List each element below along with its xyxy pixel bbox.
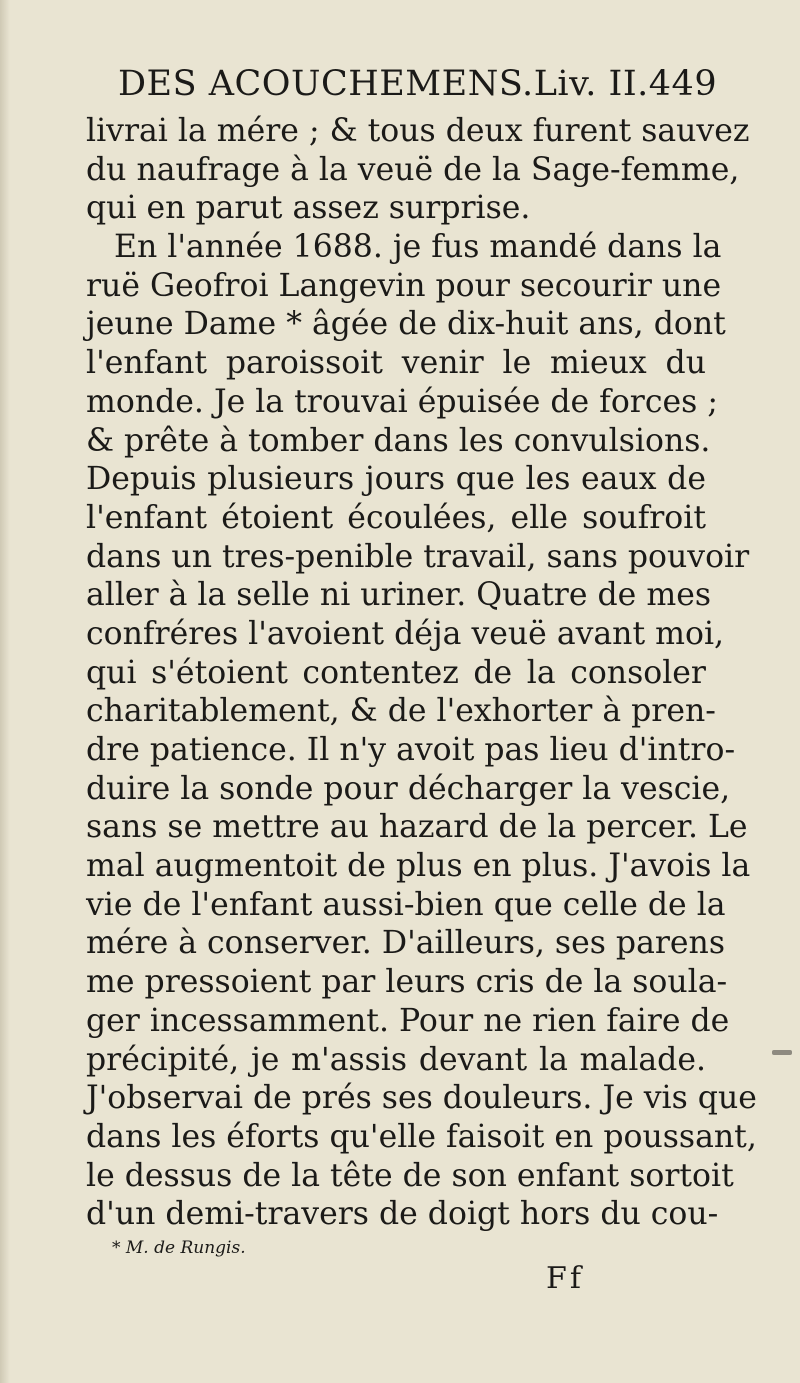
text-line: livrai la mére ; & tous deux furent sauvez <box>86 113 750 149</box>
text-line: du naufrage à la veuë de la Sage-femme, <box>86 151 740 188</box>
signature-mark: Ff <box>546 1261 584 1296</box>
running-head-book: Liv. II. <box>533 64 649 104</box>
text-line: mal augmentoit de plus en plus. J'avois la <box>86 848 751 885</box>
text-line: confréres l'avoient déja veuë avant moi, <box>86 615 725 652</box>
page-number: 449 <box>648 64 718 104</box>
text-line: ger incessamment. Pour ne rien faire de <box>86 1002 730 1039</box>
text-line: me pressoient par leurs cris de la soula- <box>86 964 728 1001</box>
text-line: Depuis plusieurs jours que les eaux de <box>86 461 706 498</box>
text-line: qui en parut assez surprise. <box>86 190 531 227</box>
text-line: précipité, je m'assis devant la malade. <box>86 1041 706 1078</box>
text-line: d'un demi-travers de doigt hors du cou- <box>86 1196 719 1233</box>
body-text <box>86 112 757 1234</box>
text-line: aller à la selle ni uriner. Quatre de mes <box>86 577 712 614</box>
text-line: jeune Dame * âgée de dix-huit ans, dont <box>86 306 726 343</box>
text-line: l'enfant paroissoit venir le mieux du <box>86 345 706 382</box>
text-line: & prête à tomber dans les convulsions. <box>86 422 711 459</box>
text-line: En l'année 1688. je fus mandé dans la <box>114 229 722 266</box>
running-head <box>118 64 718 116</box>
text-line: sans se mettre au hazard de la percer. Le <box>86 809 748 846</box>
text-line: charitablement, & de l'exhorter à pren- <box>86 693 716 730</box>
text-line: duire la sonde pour décharger la vescie, <box>86 770 731 807</box>
text-line: J'observai de prés ses douleurs. Je vis que <box>86 1080 757 1117</box>
text-line: mére à conserver. D'ailleurs, ses parens <box>86 925 726 962</box>
text-line: dans un tres-penible travail, sans pouvoir <box>86 538 750 575</box>
text-line: monde. Je la trouvai épuisée de forces ; <box>86 383 718 420</box>
text-line: le dessus de la tête de son enfant sortoit <box>86 1157 734 1194</box>
text-line: ruë Geofroi Langevin pour secourir une <box>86 267 722 304</box>
page-edge-mark <box>772 1050 792 1055</box>
running-head-title: DES ACOUCHEMENS. <box>118 64 534 104</box>
text-line: vie de l'enfant aussi-bien que celle de la <box>86 886 726 923</box>
page-gutter-shadow <box>0 0 10 1383</box>
text-line: dre patience. Il n'y avoit pas lieu d'intro- <box>86 732 736 768</box>
text-line: qui s'étoient contentez de la consoler <box>86 654 706 691</box>
text-line: dans les éforts qu'elle faisoit en poussant, <box>86 1118 757 1155</box>
footnote: * M. de Rungis. <box>112 1238 246 1258</box>
text-line: l'enfant étoient écoulées, elle soufroit <box>86 499 706 536</box>
